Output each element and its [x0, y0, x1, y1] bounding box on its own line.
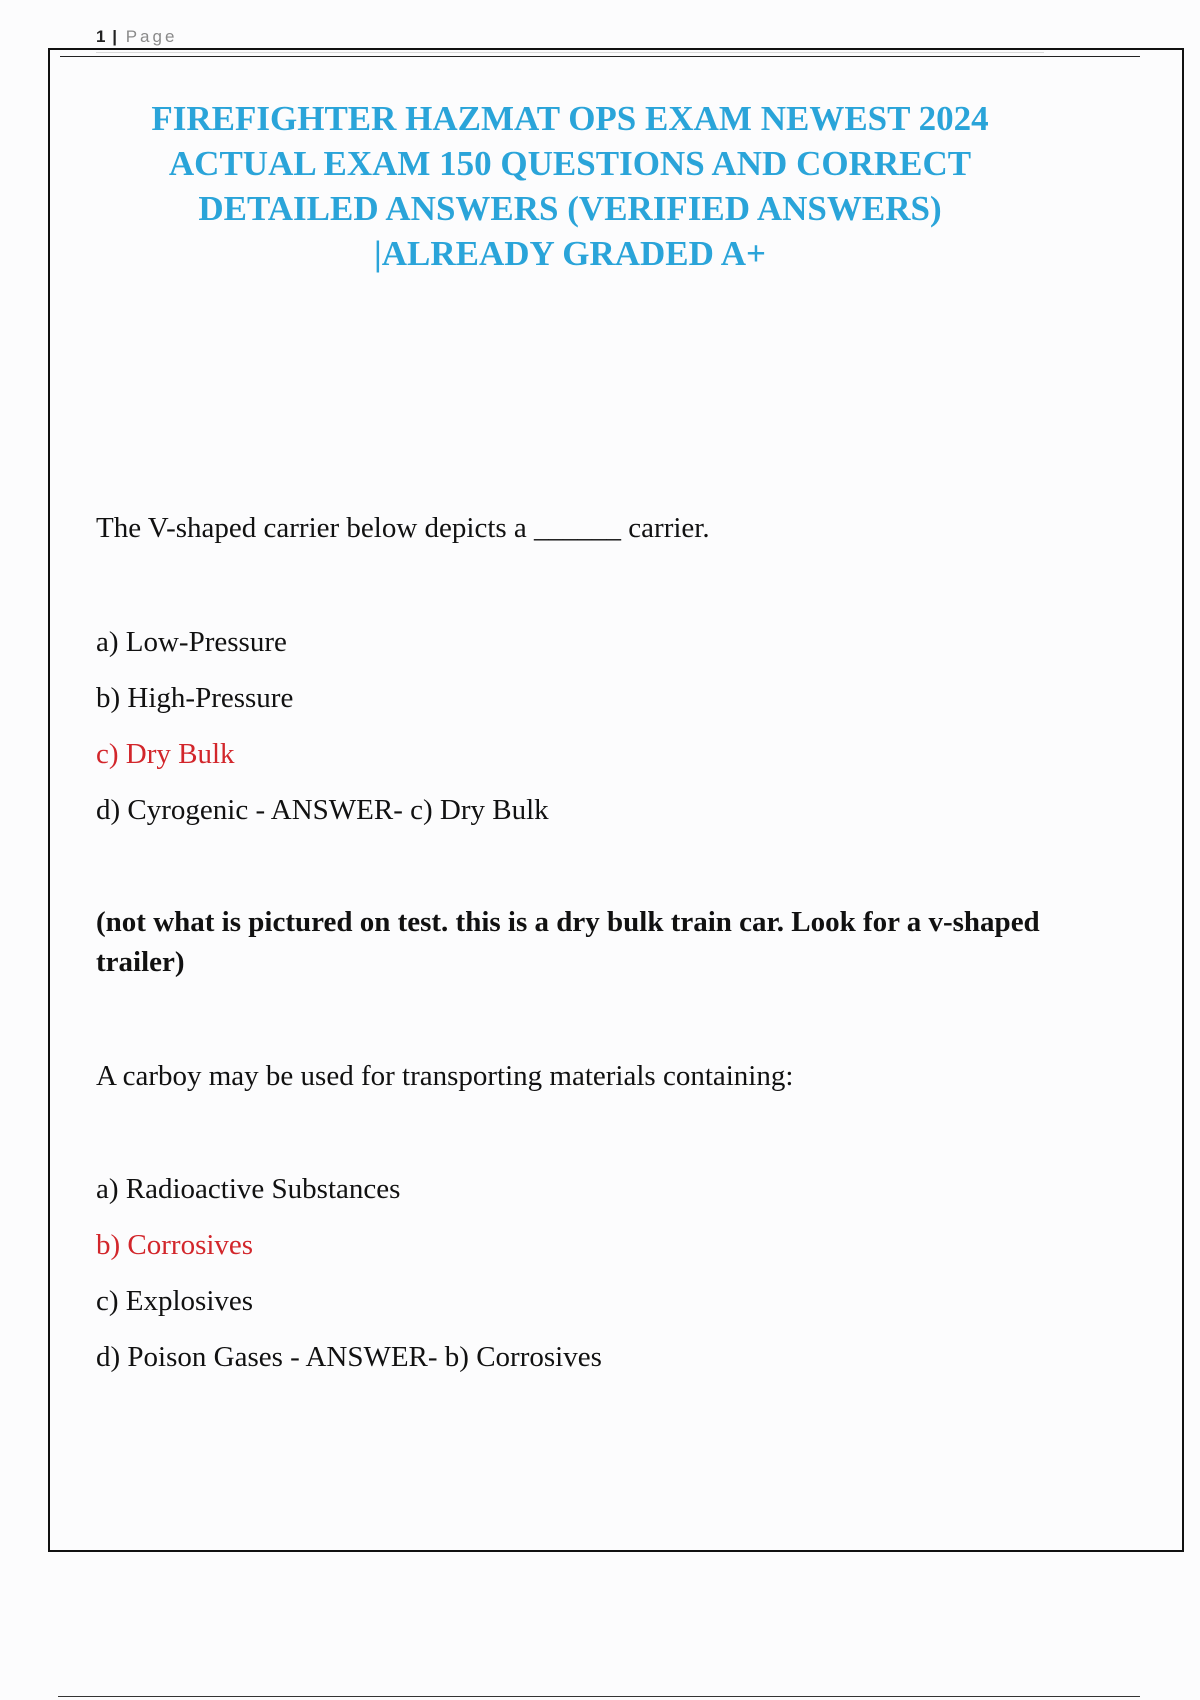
answer-option: a) Low-Pressure — [96, 626, 287, 658]
correct-answer-option: c) Dry Bulk — [96, 738, 235, 770]
answer-option: c) Explosives — [96, 1285, 254, 1317]
page-separator: | — [112, 27, 117, 46]
top-rule — [60, 56, 1140, 57]
answer-option-with-answer-key: d) Poison Gases - ANSWER- b) Corrosives — [96, 1341, 602, 1373]
answer-option-with-answer-key: d) Cyrogenic - ANSWER- c) Dry Bulk — [96, 794, 549, 826]
question-1 — [96, 510, 1056, 546]
document-title — [96, 96, 1044, 276]
question-1-options — [96, 624, 1056, 848]
question-1-note-block — [96, 902, 1056, 982]
page-header — [96, 24, 1044, 53]
bottom-rule — [58, 1696, 1140, 1697]
correct-answer-option: b) Corrosives — [96, 1229, 254, 1261]
title-line: ACTUAL EXAM 150 QUESTIONS AND CORRECT — [168, 144, 972, 183]
question-prompt: A carboy may be used for transporting materials containing: — [96, 1060, 794, 1092]
question-2 — [96, 1058, 1056, 1094]
answer-option: b) High-Pressure — [96, 682, 294, 714]
question-2-options — [96, 1171, 1056, 1395]
question-prompt: The V-shaped carrier below depicts a ______ carrier. — [96, 512, 710, 544]
title-line: FIREFIGHTER HAZMAT OPS EXAM NEWEST 2024 — [151, 99, 989, 138]
title-line: |ALREADY GRADED A+ — [374, 234, 766, 273]
page-number: 1 — [96, 27, 106, 46]
page-label: Page — [125, 27, 178, 46]
answer-option: a) Radioactive Substances — [96, 1173, 401, 1205]
title-line: DETAILED ANSWERS (VERIFIED ANSWERS) — [198, 189, 942, 228]
question-note: (not what is pictured on test. this is a dry bulk train car. Look for a v-shaped trailer) — [96, 906, 1040, 978]
